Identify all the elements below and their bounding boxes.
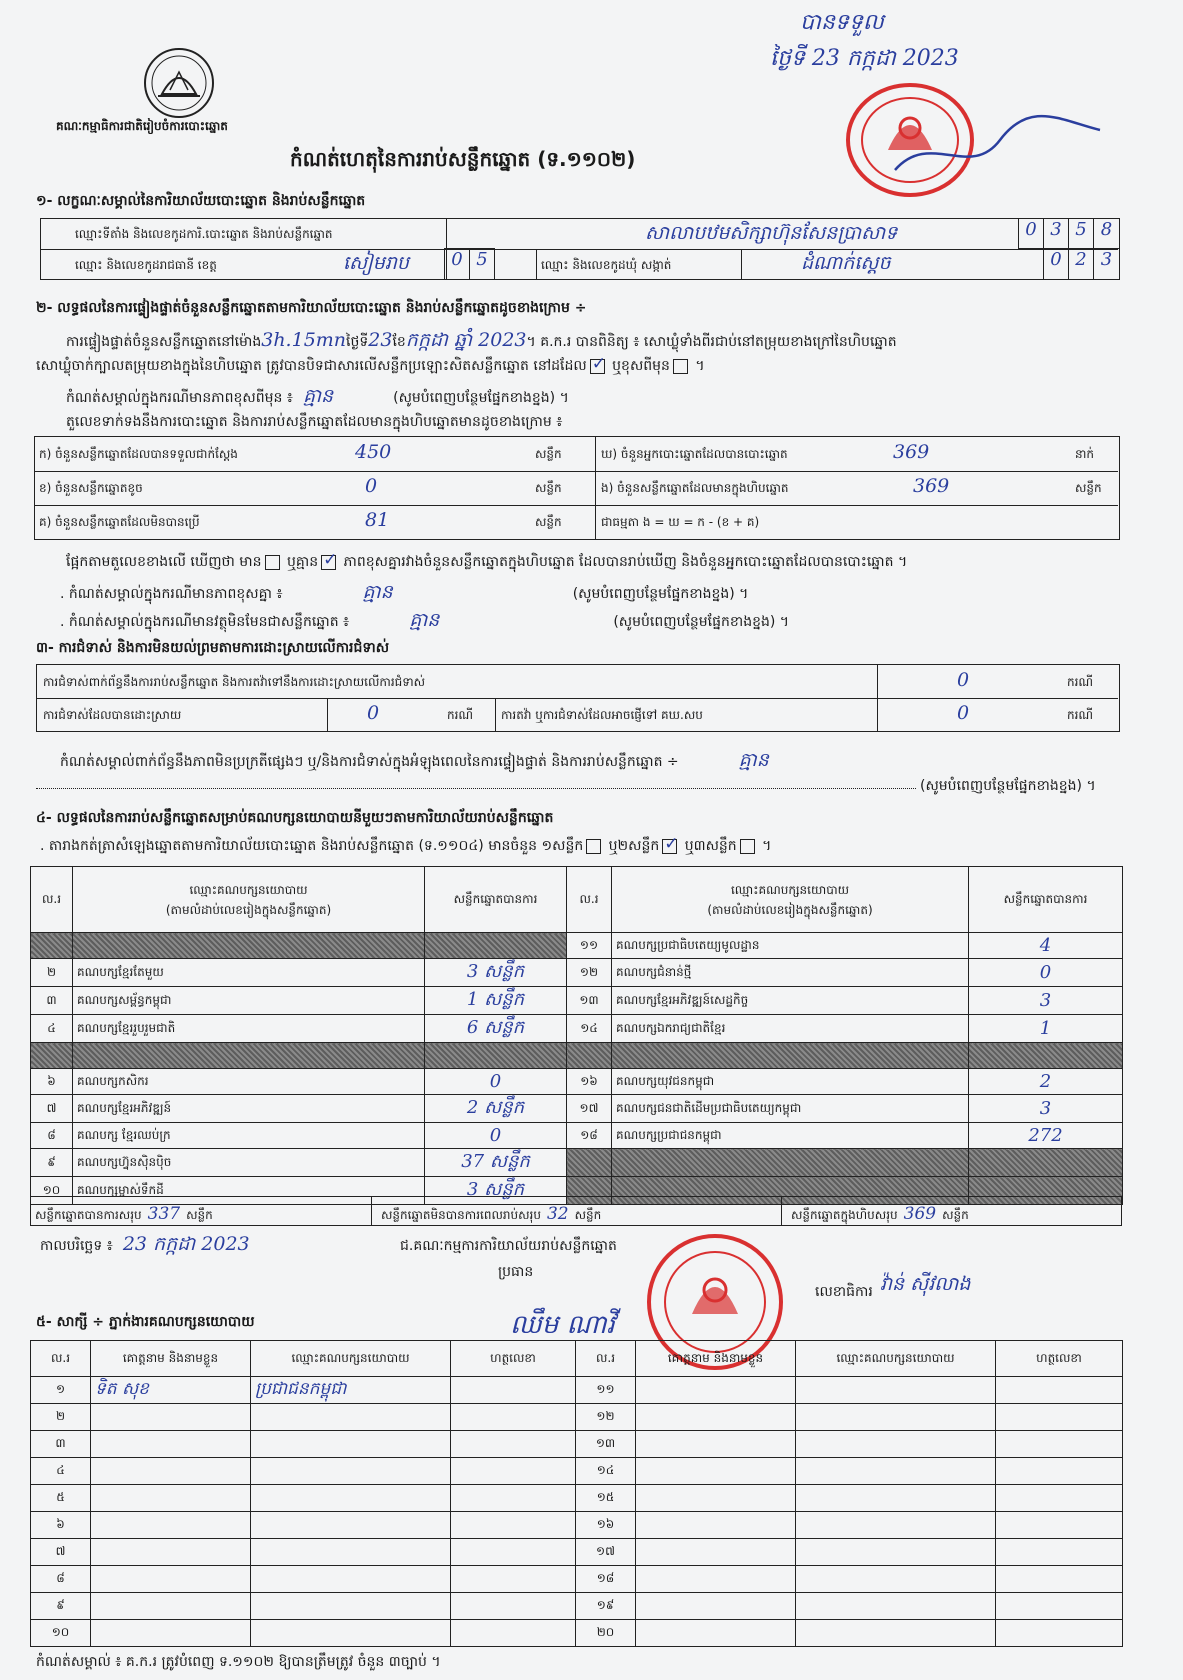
witness-no: ២០ bbox=[576, 1620, 636, 1647]
party-name: គណបក្សខ្មែររួបរួមជាតិ bbox=[73, 1015, 425, 1043]
verify-line4: តួលេខទាក់ទងនឹងការបោះឆ្នោត និងការរាប់សន្លឹកឆ្នោតដែលមានក្នុងហិបឆ្នោតមានដូចខាងក្រោម ៖ bbox=[66, 414, 563, 430]
complaints-value: 0 bbox=[957, 669, 970, 691]
forwarded-label: ការតវ៉ា ឬការជំទាស់ដែលអាចផ្ញើទៅ គឃ.សប bbox=[501, 708, 703, 722]
party-name: គណបក្ស ខ្មែរឈប់ក្រ bbox=[73, 1123, 425, 1149]
commune-value: ដំណាក់ស្ដេច bbox=[801, 252, 891, 274]
party-votes: 37 សន្លឹក bbox=[425, 1149, 567, 1177]
party-no: ៣ bbox=[31, 987, 73, 1015]
witness-name bbox=[636, 1539, 796, 1566]
witness-party bbox=[251, 1539, 451, 1566]
difference-line: ផ្អែកតាមតួលេខខាងលើ ឃើញថា មាន ឬគ្មាន✓ ភាពខុសគ្នារវាងចំនួនសន្លឹកឆ្នោតក្នុងហិបឆ្នោត ដែលបានរាប់ឃើញ និងចំនួនអ្នកបោះឆ្នោតដែលបានបោះឆ្នោត ។ bbox=[66, 552, 907, 573]
witness-party bbox=[251, 1431, 451, 1458]
witness-no: ១១ bbox=[576, 1377, 636, 1404]
party-votes: 0 bbox=[425, 1123, 567, 1149]
section5-heading: ៥- សាក្សី ÷ ភ្នាក់ងារគណបក្សនយោបាយ bbox=[36, 1314, 255, 1330]
ballots-in-box-label: ង) ចំនួនសន្លឹកឆ្នោតដែលមានក្នុងហិបឆ្នោត bbox=[601, 481, 789, 495]
witness-name bbox=[636, 1566, 796, 1593]
party-votes: 2 bbox=[969, 1069, 1123, 1095]
witness-name bbox=[636, 1485, 796, 1512]
party-no: ១២ bbox=[567, 959, 612, 987]
witness-row bbox=[31, 1404, 1123, 1431]
hatched-cell bbox=[425, 1043, 567, 1069]
witness-party bbox=[796, 1458, 996, 1485]
party-votes: 3 សន្លឹក bbox=[425, 959, 567, 987]
witness-no: ៨ bbox=[31, 1566, 91, 1593]
witness-no: ៤ bbox=[31, 1458, 91, 1485]
section3-heading: ៣- ការជំទាស់ និងការមិនយល់ព្រមតាមការដោះស្រាយលើការជំទាស់ bbox=[36, 640, 390, 656]
verify-line2: សោឃ្លុំចាក់ក្បាលតម្រុយខាងក្នុងនៃហិបឆ្នោត ត្រូវបានបិទជាសារលើសន្លឹកប្រឡោះសិតសន្លឹកឆ្នោត នៅដដែល✓ ឬខុសពីមុន ។ bbox=[36, 356, 705, 377]
party-name: គណបក្សខ្មែរតែមួយ bbox=[73, 959, 425, 987]
formula: ជាធម្មតា ង = ឃ = ក - (ខ + គ) bbox=[601, 515, 760, 529]
hatched-cell bbox=[425, 933, 567, 959]
party-name: គណបក្សឯករាជ្យជាតិខ្មែរ bbox=[612, 1015, 969, 1043]
witness-no: ៦ bbox=[31, 1512, 91, 1539]
witness-party bbox=[251, 1566, 451, 1593]
party-votes: 4 bbox=[969, 933, 1123, 959]
province-value: សៀមរាប bbox=[343, 252, 409, 274]
witness-name bbox=[91, 1620, 251, 1647]
secretary-label: លេខាធិការ bbox=[815, 1284, 873, 1300]
witness-signature bbox=[996, 1512, 1123, 1539]
hatched-cell bbox=[969, 1149, 1123, 1177]
party-no: ២ bbox=[31, 959, 73, 987]
witness-signature bbox=[451, 1377, 576, 1404]
hatched-cell bbox=[73, 1043, 425, 1069]
party-no: ១៣ bbox=[567, 987, 612, 1015]
chair-signature: ឈឹម ណាវី bbox=[510, 1310, 615, 1340]
witness-no: ៥ bbox=[31, 1485, 91, 1512]
party-votes: 3 bbox=[969, 987, 1123, 1015]
has-difference-checkbox[interactable] bbox=[265, 555, 280, 570]
witness-name bbox=[636, 1404, 796, 1431]
witness-table bbox=[30, 1340, 1123, 1647]
party-votes: 1 សន្លឹក bbox=[425, 987, 567, 1015]
party-name: គណបក្សយុវជនកម្ពុជា bbox=[612, 1069, 969, 1095]
party-name: គណបក្សសម្ព័ន្ធកម្ពុជា bbox=[73, 987, 425, 1015]
witness-signature bbox=[451, 1566, 576, 1593]
received-ballots-label: ក) ចំនួនសន្លឹកឆ្នោតដែលបានទទួលជាក់ស្ដែង bbox=[39, 447, 238, 461]
party-no: ១៧ bbox=[567, 1095, 612, 1123]
hatched-cell bbox=[969, 1043, 1123, 1069]
witness-no: ១ bbox=[31, 1377, 91, 1404]
party-no: ១១ bbox=[567, 933, 612, 959]
footer-note: កំណត់សម្គាល់ ៖ គ.ក.រ ត្រូវបំពេញ ទ.១១០២ ឱ្យបានត្រឹមត្រូវ ចំនួន ៣ច្បាប់ ។ bbox=[36, 1654, 441, 1670]
results-header-row: ល.រ ឈ្មោះគណបក្សនយោបាយ (តាមលំដាប់លេខរៀងក្នុងសន្លឹកឆ្នោត) សន្លឹកឆ្នោតបានការ ល.រ ឈ្មោះគណបក្សនយោបាយ (តាមលំដាប់លេខរៀងក្នុងសន្លឹកឆ្នោត) សន្លឹកឆ្នោតបានការ bbox=[31, 867, 1123, 933]
table-row bbox=[31, 959, 1123, 987]
resolved-value: 0 bbox=[367, 702, 380, 724]
witness-signature bbox=[996, 1458, 1123, 1485]
different-checkbox[interactable] bbox=[673, 359, 688, 374]
witness-party bbox=[796, 1539, 996, 1566]
witness-signature bbox=[451, 1620, 576, 1647]
witness-row bbox=[31, 1458, 1123, 1485]
party-no: ៦ bbox=[31, 1069, 73, 1095]
forwarded-value: 0 bbox=[957, 702, 970, 724]
witness-row bbox=[31, 1620, 1123, 1647]
total-invalid-value: 32 bbox=[546, 1204, 569, 1224]
chair-label: ប្រធាន bbox=[498, 1264, 534, 1280]
witness-no: ៩ bbox=[31, 1593, 91, 1620]
witness-row bbox=[31, 1539, 1123, 1566]
note-foreign-object: . កំណត់សម្គាល់ក្នុងករណីមានវត្ថុមិនមែនជាសន្លឹកឆ្នោត ៖ គ្មាន (សូមបំពេញបន្ថែមផ្នែកខាងខ្នង) ។ bbox=[60, 609, 790, 631]
unused-ballots-label: គ) ចំនួនសន្លឹកឆ្នោតដែលមិនបានប្រើ bbox=[39, 515, 200, 529]
party-no: ៧ bbox=[31, 1095, 73, 1123]
nec-emblem-icon bbox=[140, 44, 218, 122]
witness-party bbox=[796, 1404, 996, 1431]
total-box-value: 369 bbox=[903, 1204, 937, 1224]
party-name: គណបក្សហ្វ៊ុនស៊ិនប៉ិច bbox=[73, 1149, 425, 1177]
hatched-cell bbox=[31, 1043, 73, 1069]
party-name: គណបក្សជនជាតិដើមប្រជាធិបតេយ្យកម្ពុជា bbox=[612, 1095, 969, 1123]
province-label: ឈ្មោះ និងលេខកូដរាជធានី ខេត្ត bbox=[75, 258, 217, 272]
party-name: គណបក្សប្រជាធិបតេយ្យមូលដ្ឋាន bbox=[612, 933, 969, 959]
witness-signature bbox=[451, 1458, 576, 1485]
witness-name bbox=[91, 1593, 251, 1620]
witness-name bbox=[636, 1512, 796, 1539]
table-row bbox=[31, 987, 1123, 1015]
witness-row bbox=[31, 1377, 1123, 1404]
verify-line3: កំណត់សម្គាល់ក្នុងករណីមានភាពខុសពីមុន ៖ គ្មាន (សូមបំពេញបន្ថែមផ្នែកខាងខ្នង) ។ bbox=[66, 385, 569, 407]
party-votes: 6 សន្លឹក bbox=[425, 1015, 567, 1043]
witness-name bbox=[636, 1593, 796, 1620]
totals-row: សន្លឹកឆ្នោតបានការសរុប 337 សន្លឹក សន្លឹកឆ្នោតមិនបានការពេលរាប់សរុប 32 សន្លឹក សន្លឹកឆ្នោតក្នុងហិបសរុប 369 សន្លឹក bbox=[30, 1196, 1122, 1226]
hatched-cell bbox=[567, 1043, 612, 1069]
table-row bbox=[31, 1149, 1123, 1177]
witness-no: ១២ bbox=[576, 1404, 636, 1431]
resolved-label: ការជំទាស់ដែលបានដោះស្រាយ bbox=[43, 708, 182, 722]
hatched-cell bbox=[612, 1043, 969, 1069]
table-row bbox=[31, 1123, 1123, 1149]
party-name: គណបក្សប្រជាជនកម្ពុជា bbox=[612, 1123, 969, 1149]
sheet1-checkbox[interactable] bbox=[586, 839, 601, 854]
witness-party bbox=[796, 1431, 996, 1458]
hatched-cell bbox=[73, 933, 425, 959]
party-name: គណបក្សខ្មែរអភិវឌ្ឍន៍សេដ្ឋកិច្ច bbox=[612, 987, 969, 1015]
irregularities-note: កំណត់សម្គាល់ពាក់ព័ន្ធនឹងភាពមិនប្រក្រតីផ្សេងៗ ឬ/និងការជំទាស់ក្នុងអំឡុងពេលនៃការផ្ទៀងផ្ទាត់ និងការរាប់សន្លឹកឆ្នោត ÷ គ្មាន bbox=[60, 749, 769, 771]
witness-name bbox=[91, 1431, 251, 1458]
party-no: ៩ bbox=[31, 1149, 73, 1177]
witness-party bbox=[796, 1512, 996, 1539]
party-votes: 2 សន្លឹក bbox=[425, 1095, 567, 1123]
party-votes: 1 bbox=[969, 1015, 1123, 1043]
voters-value: 369 bbox=[893, 441, 930, 463]
witness-name bbox=[636, 1458, 796, 1485]
witness-row bbox=[31, 1512, 1123, 1539]
party-no: ១៤ bbox=[567, 1015, 612, 1043]
witness-header-row: ល.រ គោត្តនាម និងនាមខ្លួន ឈ្មោះគណបក្សនយោបាយ ហត្ថលេខា ល.រ គោត្តនាម និងនាមខ្លួន ឈ្មោះគណបក្សនយោបាយ ហត្ថលេខា bbox=[31, 1341, 1123, 1377]
no-difference-checkbox[interactable] bbox=[321, 555, 336, 570]
party-no: ៨ bbox=[31, 1123, 73, 1149]
site-label: ឈ្មោះទីតាំង និងលេខកូដការិ.បោះឆ្នោត និងរាប់សន្លឹកឆ្នោត bbox=[75, 227, 333, 241]
party-no: ១០ bbox=[31, 1177, 73, 1205]
witness-signature bbox=[451, 1512, 576, 1539]
table-row bbox=[31, 1069, 1123, 1095]
witness-signature bbox=[451, 1431, 576, 1458]
ballots-in-box-value: 369 bbox=[913, 475, 950, 497]
form-title: កំណត់ហេតុនៃការរាប់សន្លឹកឆ្នោត (ទ.១១០២) bbox=[290, 147, 636, 171]
table-row bbox=[31, 1043, 1123, 1069]
committee-label: ជ.គណៈកម្មការការិយាល័យរាប់សន្លឹកឆ្នោត bbox=[400, 1238, 617, 1254]
witness-no: ២ bbox=[31, 1404, 91, 1431]
witness-no: ៣ bbox=[31, 1431, 91, 1458]
verify-line1: ការផ្ទៀងផ្ទាត់ចំនួនសន្លឹកឆ្នោតនៅម៉ោង3h.15mnថ្ងៃទី23ខែកក្កដា ឆ្នាំ 2023។ គ.ក.រ បានពិនិត្យ ៖ សោឃ្លុំទាំងពីរជាប់នៅតម្រុយខាងក្រៅនៃហិបឆ្នោត bbox=[66, 329, 897, 351]
witness-row bbox=[31, 1566, 1123, 1593]
party-no: ៤ bbox=[31, 1015, 73, 1043]
witness-signature bbox=[996, 1566, 1123, 1593]
unused-ballots-value: 81 bbox=[365, 509, 390, 531]
complaints-table: ការជំទាស់ពាក់ព័ន្ធនឹងការរាប់សន្លឹកឆ្នោត និងការតវ៉ាទៅនឹងការដោះស្រាយលើការជំទាស់ 0 ករណី ការជំទាស់ដែលបានដោះស្រាយ 0 ករណី ការតវ៉ា ឬការជំទាស់ដែលអាចផ្ញើទៅ គឃ.សប 0 ករណី bbox=[36, 664, 1120, 732]
party-votes: 0 bbox=[425, 1069, 567, 1095]
note-difference: . កំណត់សម្គាល់ក្នុងករណីមានភាពខុសគ្នា ៖ គ្មាន (សូមបំពេញបន្ថែមផ្នែកខាងខ្នង) ។ bbox=[60, 581, 749, 603]
table-row bbox=[31, 933, 1123, 959]
witness-name bbox=[91, 1566, 251, 1593]
party-votes: 3 សន្លឹក bbox=[425, 1177, 567, 1205]
sheet2-checkbox[interactable] bbox=[662, 839, 677, 854]
witness-name: ទិត សុខ bbox=[91, 1377, 251, 1404]
same-checkbox[interactable] bbox=[590, 359, 605, 374]
witness-no: ១៥ bbox=[576, 1485, 636, 1512]
witness-party bbox=[796, 1620, 996, 1647]
witness-party bbox=[796, 1485, 996, 1512]
witness-name bbox=[91, 1512, 251, 1539]
party-results-table bbox=[30, 866, 1123, 1205]
sheets-line: . តារាងកត់ត្រាសំឡេងឆ្នោតតាមការិយាល័យបោះឆ្នោត និងរាប់សន្លឹកឆ្នោត (ទ.១១០៤) មានចំនួន ១សន្លឹក ឬ២សន្លឹក✓ ឬ៣សន្លឹក ។ bbox=[40, 836, 771, 857]
witness-signature bbox=[451, 1539, 576, 1566]
witness-name bbox=[636, 1620, 796, 1647]
spoiled-ballots-value: 0 bbox=[365, 475, 378, 497]
hatched-cell bbox=[612, 1149, 969, 1177]
witness-party bbox=[251, 1593, 451, 1620]
witness-signature bbox=[451, 1404, 576, 1431]
org-name: គណៈកម្មាធិការជាតិរៀបចំការបោះឆ្នោត bbox=[56, 119, 228, 133]
witness-no: ១៨ bbox=[576, 1566, 636, 1593]
witness-signature bbox=[996, 1431, 1123, 1458]
party-votes: 272 bbox=[969, 1123, 1123, 1149]
witness-signature bbox=[996, 1620, 1123, 1647]
sheet3-checkbox[interactable] bbox=[740, 839, 755, 854]
hatched-cell bbox=[567, 1149, 612, 1177]
witness-name bbox=[636, 1377, 796, 1404]
witness-party bbox=[251, 1485, 451, 1512]
commune-label: ឈ្មោះ និងលេខកូដឃុំ សង្កាត់ bbox=[541, 258, 672, 272]
witness-no: ១៤ bbox=[576, 1458, 636, 1485]
date-line: កាលបរិច្ឆេទ ៖ 23 កក្កដា 2023 bbox=[40, 1233, 250, 1255]
witness-name bbox=[636, 1431, 796, 1458]
witness-name bbox=[91, 1485, 251, 1512]
table-row bbox=[31, 1095, 1123, 1123]
voters-label: ឃ) ចំនួនអ្នកបោះឆ្នោតដែលបានបោះឆ្នោត bbox=[601, 447, 788, 461]
witness-party bbox=[251, 1404, 451, 1431]
party-votes: 0 bbox=[969, 959, 1123, 987]
witness-row bbox=[31, 1593, 1123, 1620]
witness-row bbox=[31, 1485, 1123, 1512]
witness-signature bbox=[996, 1404, 1123, 1431]
witness-name bbox=[91, 1539, 251, 1566]
witness-party bbox=[796, 1593, 996, 1620]
witness-no: ១០ bbox=[31, 1620, 91, 1647]
received-date: ថ្ងៃទី 23 កក្កដា 2023 bbox=[770, 46, 959, 71]
witness-no: ១៣ bbox=[576, 1431, 636, 1458]
witness-signature bbox=[996, 1377, 1123, 1404]
witness-party bbox=[251, 1458, 451, 1485]
section1-heading: ១- លក្ខណៈសម្គាល់នៃការិយាល័យបោះឆ្នោត និងរាប់សន្លឹកឆ្នោត bbox=[36, 193, 366, 209]
table-row bbox=[31, 1015, 1123, 1043]
received-signature bbox=[890, 110, 1110, 190]
hatched-cell bbox=[31, 933, 73, 959]
section4-heading: ៤- លទ្ធផលនៃការរាប់សន្លឹកឆ្នោតសម្រាប់គណបក្សនយោបាយនីមួយៗតាមការិយាល័យរាប់សន្លឹកឆ្នោត bbox=[36, 810, 554, 826]
witness-signature bbox=[996, 1539, 1123, 1566]
witness-party: ប្រជាជនកម្ពុជា bbox=[251, 1377, 451, 1404]
witness-no: ១៦ bbox=[576, 1512, 636, 1539]
stats-table: ក) ចំនួនសន្លឹកឆ្នោតដែលបានទទួលជាក់ស្ដែង 450 សន្លឹក ខ) ចំនួនសន្លឹកឆ្នោតខូច 0 សន្លឹក គ) ចំនួនសន្លឹកឆ្នោតដែលមិនបានប្រើ 81 សន្លឹក ឃ) ចំនួនអ្នកបោះឆ្នោតដែលបានបោះឆ្នោត 369 នាក់ ង) ចំនួនសន្លឹកឆ្នោតដែលមានក្នុងហិបឆ្នោត 369 សន្លឹក ជាធម្មតា ង = ឃ = ក - (ខ + គ) bbox=[34, 436, 1120, 540]
irregularities-note-end: (សូមបំពេញបន្ថែមផ្នែកខាងខ្នង) ។ bbox=[920, 778, 1096, 794]
party-votes: 3 bbox=[969, 1095, 1123, 1123]
complaints-label: ការជំទាស់ពាក់ព័ន្ធនឹងការរាប់សន្លឹកឆ្នោត និងការតវ៉ាទៅនឹងការដោះស្រាយលើការជំទាស់ bbox=[43, 675, 426, 689]
total-valid-value: 337 bbox=[147, 1204, 181, 1224]
witness-row bbox=[31, 1431, 1123, 1458]
spoiled-ballots-label: ខ) ចំនួនសន្លឹកឆ្នោតខូច bbox=[39, 481, 143, 495]
received-ballots-value: 450 bbox=[355, 441, 392, 463]
witness-signature bbox=[451, 1593, 576, 1620]
witness-no: ៧ bbox=[31, 1539, 91, 1566]
witness-party bbox=[251, 1620, 451, 1647]
party-no: ១៦ bbox=[567, 1069, 612, 1095]
document-page: គណៈកម្មាធិការជាតិរៀបចំការបោះឆ្នោត កំណត់ហេតុនៃការរាប់សន្លឹកឆ្នោត (ទ.១១០២) បានទទួល ថ្ងៃទី 23 កក្កដា 2023 ១- លក្ខណៈសម្គាល់នៃការិយាល័យបោះឆ្នោត និងរាប់សន្លឹកឆ្នោត ឈ្មោះទីតាំង និងលេខកូដការិ.បោះឆ្នោត និងរាប់សន្លឹកឆ្នោត សាលាបឋមសិក្សាហ៊ុនសែនប្រាសាទ ឈ្មោះ និងលេខកូដរាជធានី ខេត្ត សៀមរាប ឈ្មោះ និងលេខកូដឃុំ សង្កាត់ ដំណាក់ស្ដេច 0 3 5 8 0 5 0 2 3 ២- លទ្ធផលនៃការផ្ទៀងផ្ទាត់ចំនួនសន្លឹកឆ្នោតតាមការិយាល័យបោះឆ្នោត និងរាប់សន្លឹកឆ្នោតដូចខាងក្រោម ÷ ការផ្ទៀងផ្ទាត់ចំនួនសន្លឹកឆ្នោតនៅម៉ោង3h.15mnថ្ងៃទី23ខែកក្កដា ឆ្នាំ 2023។ គ.ក.រ បានពិនិត្យ ៖ សោឃ្លុំទាំងពីរជាប់នៅតម្រុយខាងក្រៅនៃហិបឆ្នោត សោឃ្លុំចាក់ក្បាលតម្រុយខាងក្នុងនៃហិបឆ្នោត ត្រូវបានបិទជាសារលើសន្លឹកប្រឡោះសិតសន្លឹកឆ្នោត នៅដដែល✓ ឬខុសពីមុន ។ កំណត់សម្គាល់ក្នុងករណីមានភាពខុសពីមុន ៖ គ្មាន (សូមបំពេញបន្ថែមផ្នែកខាងខ្នង) ។ តួលេខទាក់ទងនឹងការបោះឆ្នោត និងការរាប់សន្លឹកឆ្នោតដែលមានក្នុងហិបឆ្នោតមានដូចខាងក្រោម ៖ ក) ចំនួនសន្លឹកឆ្នោតដែលបានទទួលជាក់ស្ដែង 450 សន្លឹក ខ) ចំនួនសន្លឹកឆ្នោតខូច 0 សន្លឹក គ) ចំនួនសន្លឹកឆ្នោតដែលមិនបានប្រើ 81 សន្លឹក ឃ) ចំនួនអ្នកបោះឆ្នោតដែលបានបោះឆ្នោត 369 នាក់ ង) ចំនួនសន្លឹកឆ្នោតដែលមានក្នុងហិបឆ្នោត 369 សន្លឹក ជាធម្មតា ង = ឃ = ក - (ខ + គ) ផ្អែកតាមតួលេខខាងលើ ឃើញថា មាន ឬគ្មាន✓ ភាពខុសគ្នារវាងចំនួនសន្លឹកឆ្នោតក្នុងហិបឆ្នោត ដែលបានរាប់ឃើញ និងចំនួនអ្នកបោះឆ្នោតដែលបានបោះឆ្នោត ។ . កំណត់សម្គាល់ក្នុងករណីមានភាពខុសគ្នា ៖ គ្មាន (សូមបំពេញបន្ថែមផ្នែកខាងខ្នង) ។ . កំណត់សម្គាល់ក្នុងករណីមានវត្ថុមិនមែនជាសន្លឹកឆ្នោត ៖ គ្មាន (សូមបំពេញបន្ថែមផ្នែកខាងខ្នង) ។ ៣- ការជំទាស់ និងការមិនយល់ព្រមតាមការដោះស្រាយលើការជំទាស់ ការជំទាស់ពាក់ព័ន្ធនឹងការរាប់សន្លឹកឆ្នោត និងការតវ៉ាទៅនឹងការដោះស្រាយលើការជំទាស់ 0 ករណី ការជំទាស់ដែលបានដោះស្រាយ 0 ករណី ការតវ៉ា ឬការជំទាស់ដែលអាចផ្ញើទៅ គឃ.សប 0 ករណី កំណត់សម្គាល់ពាក់ព័ន្ធនឹងភាពមិនប្រក្រតីផ្សេងៗ ឬ/និងការជំទាស់ក្នុងអំឡុងពេលនៃការផ្ទៀងផ្ទាត់ និងការរាប់សន្លឹកឆ្នោត ÷ គ្មាន (សូមបំពេញបន្ថែមផ្នែកខាងខ្នង) ។ ៤- លទ្ធផលនៃការរាប់សន្លឹកឆ្នោតសម្រាប់គណបក្សនយោបាយនីមួយៗតាមការិយាល័យរាប់សន្លឹកឆ្នោត . តារាងកត់ត្រាសំឡេងឆ្នោតតាមការិយាល័យបោះឆ្នោត និងរាប់សន្លឹកឆ្នោត (ទ.១១០៤) មានចំនួន ១សន្លឹក ឬ២សន្លឹក✓ ឬ៣សន្លឹក ។ ល.រ ឈ្មោះគណបក្សនយោបាយ (តាមលំដាប់លេខរៀងក្នុងសន្លឹកឆ្នោត) សន្លឹកឆ្នោតបានការ ល.រ ឈ្មោះគណបក្សនយោបាយ (តាមលំដាប់លេខរៀងក្នុងសន្លឹកឆ្នោត) សន្លឹកឆ្នោតបានការ ១១ គណបក្សប្រជាធិបតេយ្យមូលដ្ឋាន 4 ២ គណបក្សខ្មែរតែមួយ 3 សន្លឹក ១២ គណបក្សជំនាន់ថ្មី 0 ៣ គណបក្សសម្ព័ន្ធកម្ពុជា 1 សន្លឹក ១៣ គណបក្សខ្មែរអភិវឌ្ឍន៍សេដ្ឋកិច្ច 3 ៤ គណបក្សខ្មែររួបរួមជាតិ 6 សន្លឹក ១៤ គណបក្សឯករាជ្យជាតិខ្មែរ 1 ៦ គណបក្សកសិករ 0 ១៦ គណបក្សយុវជនកម្ពុជា 2 ៧ គណបក្សខ្មែរអភិវឌ្ឍន៍ 2 សន្លឹក ១៧ គណបក្សជនជាតិដើមប្រជាធិបតេយ្យកម្ពុជា 3 ៨ គណបក្ស ខ្មែរឈប់ក្រ 0 ១៨ គណបក្សប្រជាជនកម្ពុជា 272 ៩ គណបក្សហ្វ៊ុនស៊ិនប៉ិច 37 សន្លឹក ១០ គណបក្សម្ចាស់ទឹកដី 3 សន្លឹក សន្លឹកឆ្នោតបានការសរុប 337 សន្លឹក សន្លឹកឆ្នោតមិនបានការពេលរាប់សរុប 32 សន្លឹក សន្លឹកឆ្នោតក្នុងហិបសរុប 369 សន្លឹក កាលបរិច្ឆេទ ៖ 23 កក្កដា 2023 ជ.គណៈកម្មការការិយាល័យរាប់សន្លឹកឆ្នោត ប្រធាន ឈឹម ណាវី លេខាធិការ វ៉ាន់ ស៊ីវលាង ៥- សាក្សី ÷ ភ្នាក់ងារគណបក្សនយោបាយ ល.រ គោត្តនាម និងនាមខ្លួន ឈ្មោះគណបក្សនយោបាយ ហត្ថលេខា ល.រ គោត្តនាម និងនាមខ្លួន ឈ្មោះគណបក្សនយោបាយ ហត្ថលេខា ១ ទិត សុខ ប្រជាជនកម្ពុជា ១១ ២ ១២ ៣ ១៣ ៤ ១៤ ៥ ១៥ ៦ ១៦ ៧ ១៧ ៨ ១៨ ៩ ១៩ ១០ ២០ កំណត់សម្គាល់ ៖ គ.ក.រ ត្រូវបំពេញ ទ.១១០២ ឱ្យបានត្រឹមត្រូវ ចំនួន ៣ច្បាប់ ។ bbox=[0, 0, 1183, 1680]
party-name: គណបក្សជំនាន់ថ្មី bbox=[612, 959, 969, 987]
received-note: បានទទួល bbox=[800, 10, 884, 35]
party-name: គណបក្សខ្មែរអភិវឌ្ឍន៍ bbox=[73, 1095, 425, 1123]
witness-party bbox=[796, 1377, 996, 1404]
witness-signature bbox=[996, 1485, 1123, 1512]
witness-party bbox=[251, 1512, 451, 1539]
witness-signature bbox=[996, 1593, 1123, 1620]
witness-no: ១៧ bbox=[576, 1539, 636, 1566]
witness-no: ១៩ bbox=[576, 1593, 636, 1620]
party-name: គណបក្សកសិករ bbox=[73, 1069, 425, 1095]
witness-signature bbox=[451, 1485, 576, 1512]
section1-table bbox=[40, 218, 1120, 280]
site-value: សាលាបឋមសិក្សាហ៊ុនសែនប្រាសាទ bbox=[645, 222, 898, 244]
party-no: ១៨ bbox=[567, 1123, 612, 1149]
witness-party bbox=[796, 1566, 996, 1593]
secretary-signature: វ៉ាន់ ស៊ីវលាង bbox=[880, 1273, 971, 1295]
section2-heading: ២- លទ្ធផលនៃការផ្ទៀងផ្ទាត់ចំនួនសន្លឹកឆ្នោតតាមការិយាល័យបោះឆ្នោត និងរាប់សន្លឹកឆ្នោតដូចខាងក្រោម ÷ bbox=[36, 300, 587, 316]
party-name: គណបក្សម្ចាស់ទឹកដី bbox=[73, 1177, 425, 1205]
witness-name bbox=[91, 1404, 251, 1431]
witness-name bbox=[91, 1458, 251, 1485]
